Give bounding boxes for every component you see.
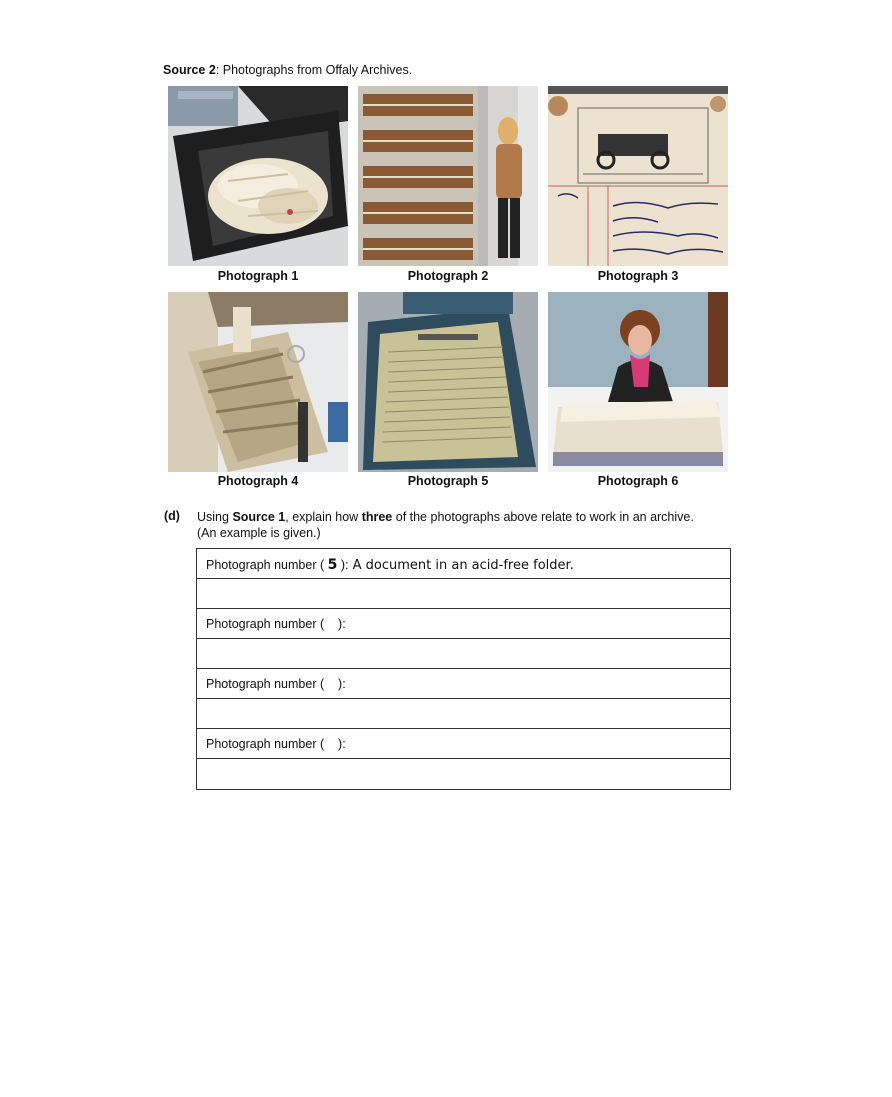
photograph-3-caption: Photograph 3 xyxy=(597,269,679,283)
question-number: (d) xyxy=(164,509,180,523)
photograph-1-caption: Photograph 1 xyxy=(217,269,299,283)
answer-row-2[interactable] xyxy=(197,669,730,699)
answer-line-1[interactable] xyxy=(197,639,730,669)
source-label: Source 2 xyxy=(163,63,216,77)
archive-box-icon xyxy=(168,86,348,266)
question-text xyxy=(197,509,757,541)
answer-row-3[interactable] xyxy=(197,729,730,759)
source-text: : Photographs from Offaly Archives. xyxy=(215,63,413,77)
photograph-5 xyxy=(358,292,538,472)
archive-shelves-icon xyxy=(358,86,538,266)
answer-line-example[interactable] xyxy=(197,579,730,609)
question-note: (An example is given.) xyxy=(197,526,321,540)
photograph-3 xyxy=(548,86,728,266)
photograph-2 xyxy=(358,86,538,266)
source-title xyxy=(163,63,412,77)
photograph-5-caption: Photograph 5 xyxy=(407,474,489,488)
woman-reading-icon xyxy=(548,292,728,472)
bundled-documents-icon xyxy=(168,292,348,472)
answer-table xyxy=(196,548,731,790)
document-in-folder-icon xyxy=(358,292,538,472)
answer-line-3[interactable] xyxy=(197,759,730,789)
photograph-2-caption: Photograph 2 xyxy=(407,269,489,283)
photograph-4 xyxy=(168,292,348,472)
ledger-page-icon xyxy=(548,86,728,266)
photograph-6-caption: Photograph 6 xyxy=(597,474,679,488)
photograph-1 xyxy=(168,86,348,266)
question-suffix: of the photographs above relate to work in an archive. xyxy=(392,510,694,524)
question-emphasis: three xyxy=(361,510,393,524)
photograph-number-label-3: Photograph number ( ): xyxy=(206,737,346,751)
question-prefix: Using xyxy=(197,510,233,524)
example-label: Photograph number ( 5 ): A document in an acid-free folder. xyxy=(206,557,574,573)
photograph-number-label-2: Photograph number ( ): xyxy=(206,677,346,691)
answer-line-2[interactable] xyxy=(197,699,730,729)
example-answer: A document in an acid-free folder. xyxy=(348,558,574,573)
question-source-ref: Source 1 xyxy=(232,510,286,524)
example-number: 5 xyxy=(327,557,338,573)
photograph-6 xyxy=(548,292,728,472)
question-mid: , explain how xyxy=(285,510,362,524)
answer-row-1[interactable] xyxy=(197,609,730,639)
answer-row-example xyxy=(197,549,730,579)
photograph-number-label-1: Photograph number ( ): xyxy=(206,617,346,631)
photograph-4-caption: Photograph 4 xyxy=(217,474,299,488)
